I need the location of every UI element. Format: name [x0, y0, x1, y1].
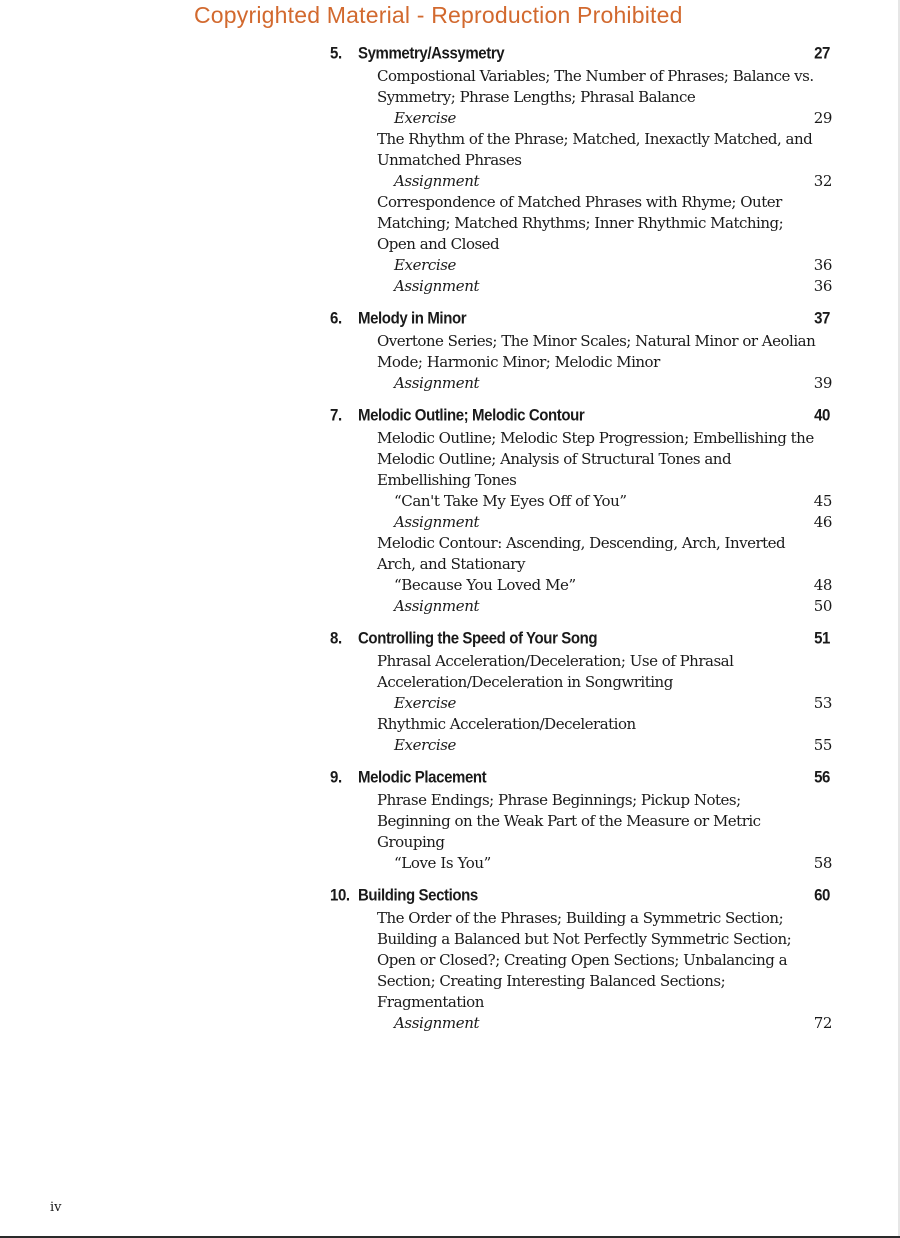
- chapter-number: 9.: [330, 768, 342, 787]
- sub-entry-page: 45: [813, 492, 832, 510]
- sub-entry: [394, 512, 844, 533]
- chapter-heading: [330, 629, 844, 653]
- topic-description: Melodic Outline; Melodic Step Progression; Embellishing the Melodic Outline; Analysis of Structural Tones and Embellishing Tones: [377, 429, 814, 489]
- chapter-page-number: 56: [814, 768, 830, 787]
- chapter-page-number: 60: [814, 886, 830, 905]
- sub-entry: [394, 853, 844, 874]
- chapter-title: Controlling the Speed of Your Song: [358, 629, 598, 648]
- sub-entry-page: 53: [813, 694, 832, 712]
- copyright-banner: Copyrighted Material - Reproduction Prohibited: [194, 2, 683, 28]
- sub-entry-label: Exercise: [394, 736, 457, 754]
- chapter-heading: [330, 768, 844, 792]
- chapter-number: 8.: [330, 629, 342, 648]
- sub-entry-label: “Love Is You”: [394, 854, 491, 872]
- chapter-heading: [330, 886, 844, 910]
- chapter-heading-left: [330, 886, 478, 905]
- sub-entry-label: Assignment: [394, 1014, 480, 1032]
- toc-chapter: [330, 886, 844, 1034]
- topic-description: Phrase Endings; Phrase Beginnings; Pickup Notes; Beginning on the Weak Part of the Measure or Metric Grouping: [377, 791, 761, 851]
- chapter-heading-left: [330, 309, 466, 328]
- chapter-heading: [330, 309, 844, 333]
- chapter-heading-left: [330, 629, 597, 648]
- sub-entry: [394, 108, 844, 129]
- topic-description: The Rhythm of the Phrase; Matched, Inexactly Matched, and Unmatched Phrases: [377, 130, 813, 169]
- sub-entry-page: 36: [813, 277, 832, 295]
- chapter-title: Building Sections: [358, 886, 478, 905]
- sub-entry-label: Assignment: [394, 277, 480, 295]
- chapter-number: 7.: [330, 406, 342, 425]
- topic-description: Melodic Contour: Ascending, Descending, Arch, Inverted Arch, and Stationary: [377, 534, 786, 573]
- sub-entry-page: 50: [813, 597, 832, 615]
- sub-entry-page: 72: [813, 1014, 832, 1032]
- sub-entry-label: Exercise: [394, 256, 457, 274]
- sub-entry-label: Assignment: [394, 513, 480, 531]
- topic-description: Phrasal Acceleration/Deceleration; Use of Phrasal Acceleration/Deceleration in Songwriting: [377, 652, 734, 691]
- sub-entry-label: Exercise: [394, 694, 457, 712]
- table-of-contents: [330, 44, 844, 1046]
- chapter-page-number: 27: [814, 44, 830, 63]
- chapter-heading-left: [330, 406, 584, 425]
- chapter-title: Melodic Placement: [358, 768, 487, 787]
- topic-description: The Order of the Phrases; Building a Symmetric Section; Building a Balanced but Not Perfectly Symmetric Section; Open or Closed?; Creating Open Sections; Unbalancing a Section; Creating Interesting Balanced Sections; Fragmentation: [377, 909, 792, 1011]
- chapter-number: 6.: [330, 309, 342, 328]
- sub-entry-page: 39: [813, 374, 832, 392]
- toc-chapter: [330, 629, 844, 756]
- chapter-page-number: 51: [814, 629, 830, 648]
- sub-entry: [394, 596, 844, 617]
- toc-chapter: [330, 44, 844, 297]
- sub-entry-label: “Because You Loved Me”: [394, 576, 576, 594]
- topic-description: Rhythmic Acceleration/Deceleration: [377, 715, 636, 733]
- chapter-title: Melody in Minor: [358, 309, 467, 328]
- sub-entry-label: Assignment: [394, 374, 480, 392]
- sub-entry-label: Assignment: [394, 172, 480, 190]
- sub-entry: [394, 373, 844, 394]
- sub-entry-page: 36: [813, 256, 832, 274]
- sub-entry: [394, 276, 844, 297]
- sub-entry: [394, 491, 844, 512]
- sub-entry: [394, 1013, 844, 1034]
- chapter-title: Symmetry/Assymetry: [358, 44, 505, 63]
- topic-description: Overtone Series; The Minor Scales; Natural Minor or Aeolian Mode; Harmonic Minor; Melodic Minor: [377, 332, 816, 371]
- chapter-heading: [330, 44, 844, 68]
- toc-chapter: [330, 309, 844, 394]
- sub-entry-label: Assignment: [394, 597, 480, 615]
- sub-entry-page: 48: [813, 576, 832, 594]
- toc-chapter: [330, 406, 844, 617]
- chapter-number: 10.: [330, 886, 350, 905]
- sub-entry: [394, 171, 844, 192]
- chapter-page-number: 37: [814, 309, 830, 328]
- topic-description: Compostional Variables; The Number of Phrases; Balance vs. Symmetry; Phrase Lengths; Phrasal Balance: [377, 67, 814, 106]
- sub-entry: [394, 255, 844, 276]
- sub-entry-page: 58: [813, 854, 832, 872]
- page-number: iv: [50, 1200, 62, 1215]
- sub-entry-label: “Can't Take My Eyes Off of You”: [394, 492, 627, 510]
- sub-entry-page: 46: [813, 513, 832, 531]
- toc-chapter: [330, 768, 844, 874]
- sub-entry: [394, 735, 844, 756]
- chapter-heading-left: [330, 768, 486, 787]
- chapter-page-number: 40: [814, 406, 830, 425]
- sub-entry-page: 55: [813, 736, 832, 754]
- sub-entry: [394, 575, 844, 596]
- sub-entry-page: 32: [813, 172, 832, 190]
- sub-entry-label: Exercise: [394, 109, 457, 127]
- sub-entry-page: 29: [813, 109, 832, 127]
- sub-entry: [394, 693, 844, 714]
- chapter-title: Melodic Outline; Melodic Contour: [358, 406, 585, 425]
- topic-description: Correspondence of Matched Phrases with Rhyme; Outer Matching; Matched Rhythms; Inner Rhythmic Matching; Open and Closed: [377, 193, 784, 253]
- chapter-number: 5.: [330, 44, 342, 63]
- chapter-heading-left: [330, 44, 504, 63]
- chapter-heading: [330, 406, 844, 430]
